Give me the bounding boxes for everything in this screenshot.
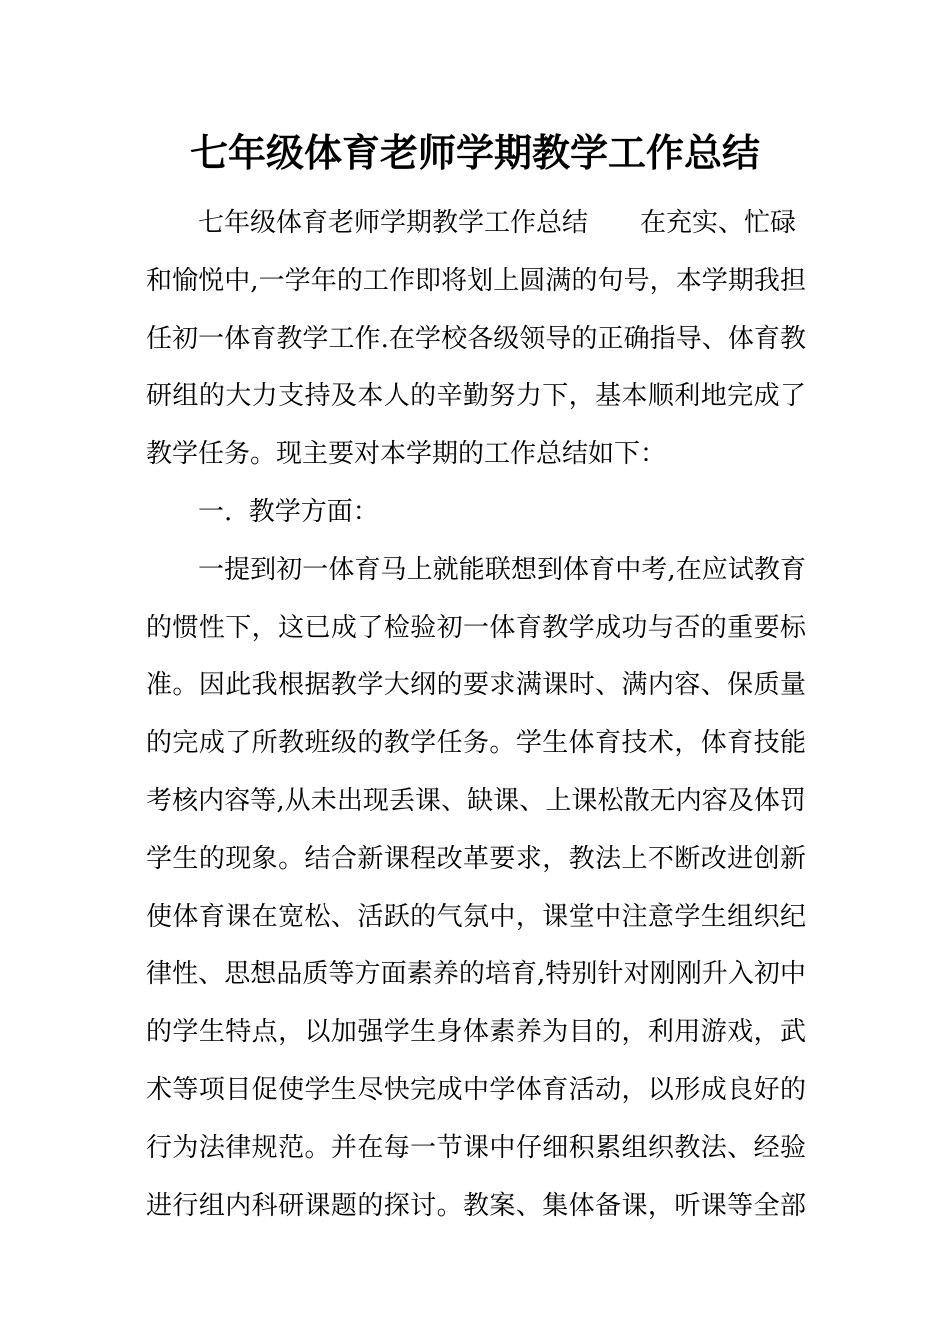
- paragraph-line: 行为法律规范。并在每一节课中仔细积累组织教法、经验: [146, 1132, 806, 1163]
- paragraph-line: 和愉悦中,一学年的工作即将划上圆满的句号，本学期我担: [146, 265, 806, 296]
- paragraph-line: 进行组内科研课题的探讨。教案、集体备课，听课等全部: [146, 1190, 806, 1221]
- paragraph-line: 学生的现象。结合新课程改革要求，教法上不断改进创新: [146, 843, 806, 874]
- paragraph-text: 在充实、忙碌: [640, 208, 797, 238]
- paragraph-line: 的完成了所教班级的教学任务。学生体育技术，体育技能: [146, 728, 806, 759]
- paragraph-line: 的惯性下，这已成了检验初一体育教学成功与否的重要标: [146, 612, 806, 643]
- paragraph-line: 律性、思想品质等方面素养的培育,特别针对刚刚升入初中: [146, 959, 806, 990]
- paragraph-line: [146, 195, 806, 253]
- paragraph-line: 一提到初一体育马上就能联想到体育中考,在应试教育: [198, 554, 806, 585]
- paragraph-line: 使体育课在宽松、活跃的气氛中，课堂中注意学生组织纪: [146, 901, 806, 932]
- document-body: [146, 195, 806, 1235]
- section-heading: 一. 教学方面：: [198, 496, 379, 527]
- paragraph-line: 考核内容等,从未出现丢课、缺课、上课松散无内容及体罚: [146, 785, 806, 816]
- inline-heading: 七年级体育老师学期教学工作总结: [198, 208, 589, 238]
- paragraph-line: 的学生特点，以加强学生身体素养为目的，利用游戏，武: [146, 1017, 806, 1048]
- paragraph-line: 研组的大力支持及本人的辛勤努力下，基本顺利地完成了: [146, 381, 806, 412]
- paragraph-line: 准。因此我根据教学大纲的要求满课时、满内容、保质量: [146, 670, 806, 701]
- paragraph-line: 术等项目促使学生尽快完成中学体育活动，以形成良好的: [146, 1074, 806, 1105]
- paragraph-line: 教学任务。现主要对本学期的工作总结如下：: [146, 439, 667, 470]
- paragraph-line: 任初一体育教学工作.在学校各级领导的正确指导、体育教: [146, 323, 806, 354]
- document-title: 七年级体育老师学期教学工作总结: [189, 130, 760, 175]
